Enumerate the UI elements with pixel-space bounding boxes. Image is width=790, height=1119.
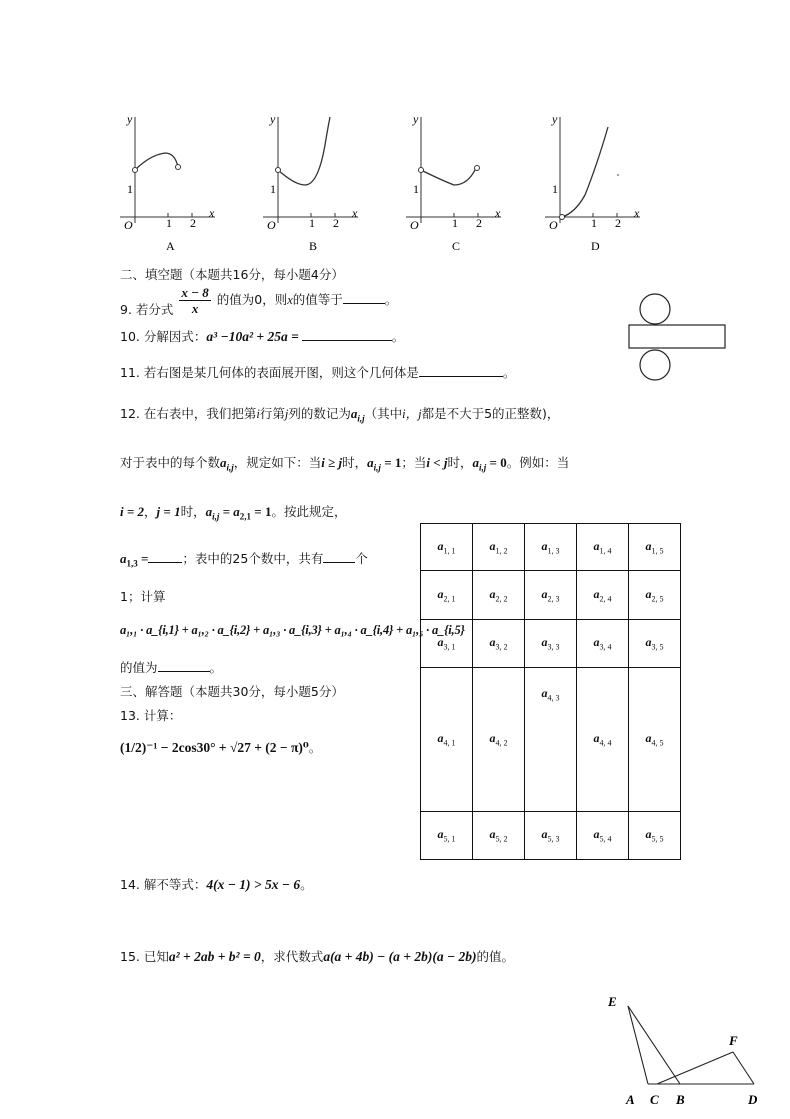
graph-b-yaxis: y [270, 112, 276, 126]
q11-answer-blank[interactable] [419, 364, 503, 377]
table-cell: $a_{3, 4}$ [577, 620, 629, 668]
point-d: D [748, 1092, 758, 1107]
table-cell: $a_{4, 2}$ [473, 668, 525, 812]
q14-expr: 4(x − 1) > 5x − 6 [206, 877, 301, 892]
q9-fraction [179, 285, 210, 316]
q12-l2b: ，规定如下：当 [233, 455, 322, 470]
graph-a-xaxis: x [209, 206, 215, 220]
table-cell: $a_{2, 3}$ [525, 571, 577, 620]
q12-l3a: i = 2 [120, 504, 145, 519]
q12-l2h: i < j [426, 455, 448, 470]
table-cell: $a_{1, 3}$ [525, 524, 577, 571]
question-12-line7 [120, 658, 222, 676]
question-12-line4 [120, 549, 368, 569]
table-cell: $a_{4, 1}$ [421, 668, 473, 812]
q12-l7b: 。 [209, 660, 223, 675]
q12-blank-2[interactable] [323, 550, 355, 563]
q9-prefix: 9. 若分式 [120, 302, 174, 317]
table-cell: $a_{2, 1}$ [421, 571, 473, 620]
q12-l3f: = a [219, 504, 240, 519]
q15-end: 的值。 [476, 949, 515, 964]
graph-c [406, 112, 501, 253]
q12-l1d: （其中 [364, 406, 403, 421]
graph-c-origin: O [410, 218, 419, 232]
graph-b-xaxis: x [352, 206, 358, 220]
graph-b-tick-y: 1 [270, 182, 276, 196]
table-row [421, 812, 681, 860]
graph-d-yaxis: y [552, 112, 558, 126]
q9-denominator: x [191, 301, 199, 316]
graph-d-xaxis: x [634, 206, 640, 220]
graph-c-tick-x1: 1 [452, 216, 458, 230]
q9-var: x [287, 293, 293, 307]
q12-l4d: 个 [355, 551, 368, 566]
matrix-table [420, 523, 681, 860]
table-cell: $a_{3, 2}$ [473, 620, 525, 668]
q12-l3h: 。按此规定， [271, 504, 347, 519]
q12-l1e: i，j [402, 407, 422, 421]
q12-l7a: 的值为 [120, 660, 158, 675]
q14-label: 14. 解不等式： [120, 877, 207, 892]
q12-l3b: ， [144, 504, 157, 519]
q15-expr: a(a + 4b) − (a + 2b)(a − 2b) [323, 949, 477, 964]
q12-l2esub: i,j [373, 462, 381, 473]
q12-l4b: = [137, 551, 149, 566]
graph-a-tick-x1: 1 [166, 216, 172, 230]
q9-answer-blank[interactable] [343, 291, 385, 304]
q10-end: 。 [391, 329, 405, 344]
function-graphs [110, 105, 640, 255]
q12-l1f: 都是不大于5的正整数)， [421, 406, 560, 421]
graph-c-tick-x2: 2 [476, 216, 482, 230]
graph-d-label: D [591, 239, 600, 253]
graph-d-tick-y: 1 [552, 182, 558, 196]
q12-l2sym: a [220, 455, 227, 470]
question-12-line1 [120, 404, 559, 424]
q12-l2e: a [367, 455, 374, 470]
q12-l2f: = 1 [380, 455, 402, 470]
triangle-figure [598, 990, 768, 1115]
q12-l2d: 时， [342, 455, 368, 470]
table-row [421, 620, 681, 668]
graph-a-tick-y: 1 [127, 182, 133, 196]
q14-end: 。 [300, 877, 313, 892]
graph-b-tick-x1: 1 [309, 216, 315, 230]
table-cell: $a_{4, 5}$ [629, 668, 681, 812]
q12-l1i: i [256, 407, 260, 421]
q13-expr: (1/2)⁻¹ − 2cos30° + √27 + (2 − π)⁰ [120, 740, 309, 755]
table-cell: $a_{1, 1}$ [421, 524, 473, 571]
q12-l5: 1；计算 [120, 589, 166, 604]
section-2-title: 二、填空题（本题共16分，每小题4分） [120, 267, 344, 282]
q12-sum-expression: a₁,₁ · a_{i,1} + a₁,₂ · a_{i,2} + a₁,₃ · a_{i,3} + a₁,₄ · a_{i,4} + a₁,₅ · a_{i,5} [120, 623, 465, 637]
question-11 [120, 363, 515, 381]
table-cell: $a_{5, 3}$ [525, 812, 577, 860]
q15-mid: ，求代数式 [260, 949, 324, 964]
point-e: E [608, 994, 617, 1009]
q12-l2jsub: i,j [479, 462, 487, 473]
q12-l2i: 时， [447, 455, 473, 470]
q12-l2c: i ≥ j [321, 455, 343, 470]
q12-blank-1[interactable] [148, 550, 182, 563]
table-row [421, 668, 681, 812]
table-cell: $a_{3, 3}$ [525, 620, 577, 668]
q10-answer-blank[interactable] [302, 328, 392, 341]
cylinder-net-diagram [625, 292, 730, 384]
graph-c-xaxis: x [495, 206, 501, 220]
graph-b-tick-x2: 2 [333, 216, 339, 230]
q13-end: 。 [308, 740, 322, 755]
q12-blank-3[interactable] [158, 659, 210, 672]
table-row [421, 524, 681, 571]
q12-l1j: j [284, 407, 289, 421]
q12-l3c: j = 1 [156, 504, 181, 519]
graph-b-label: B [309, 239, 318, 253]
point-c: C [650, 1092, 659, 1107]
q12-l1a: 12. 在右表中，我们把第 [120, 406, 257, 421]
table-cell: $a_{5, 5}$ [629, 812, 681, 860]
question-14 [120, 875, 313, 893]
graph-c-label: C [452, 239, 461, 253]
table-cell: $a_{4, 4}$ [577, 668, 629, 812]
table-cell: $a_{3, 1}$ [421, 620, 473, 668]
q9-suffix: 的值为0，则 [216, 292, 288, 307]
q12-l4asub: 1,3 [126, 558, 138, 569]
q12-l1c: 列的数记为 [288, 406, 351, 421]
table-cell: $a_{1, 4}$ [577, 524, 629, 571]
graph-a [120, 112, 215, 253]
graph-b-origin: O [267, 218, 276, 232]
table-cell: $a_{3, 5}$ [629, 620, 681, 668]
graph-a-label: A [166, 239, 175, 253]
q12-l2a: 对于表中的每个数 [120, 455, 221, 470]
q12-l3esub: i,j [212, 511, 220, 522]
q15-cond: a² + 2ab + b² = 0 [168, 949, 261, 964]
q10-expr: a³ −10a² + 25a = [206, 329, 299, 344]
graph-d-tick-x1: 1 [591, 216, 597, 230]
graph-d-tick-x2: 2 [615, 216, 621, 230]
q12-l4c: ；表中的25个数中，共有 [182, 551, 324, 566]
question-12-line2 [120, 453, 569, 473]
table-cell: $a_{2, 2}$ [473, 571, 525, 620]
q12-l3d: 时， [180, 504, 206, 519]
q12-l4a: a [120, 551, 127, 566]
table-cell: $a_{2, 5}$ [629, 571, 681, 620]
q12-l1b: 行第 [259, 406, 285, 421]
graph-c-yaxis: y [413, 112, 419, 126]
q12-l1sym: a [350, 406, 358, 421]
graph-a-origin: O [124, 218, 133, 232]
q10-prefix: 10. 分解因式： [120, 329, 207, 344]
table-row [421, 571, 681, 620]
table-cell: $a_{5, 4}$ [577, 812, 629, 860]
graph-d [545, 112, 640, 253]
q13-label: 13. 计算： [120, 708, 182, 723]
question-13-expr [120, 738, 321, 756]
point-b: B [676, 1092, 685, 1107]
table-cell: $a_{4, 3}$ [525, 668, 577, 812]
question-10 [120, 327, 404, 345]
graph-a-tick-x2: 2 [190, 216, 196, 230]
q12-l3fsub: 2,1 [239, 511, 252, 522]
q12-l2j: a [472, 455, 480, 470]
graph-b [263, 112, 358, 253]
q12-l2l: 。例如：当 [506, 455, 570, 470]
q12-l2k: = 0 [486, 455, 507, 470]
section-3-title: 三、解答题（本题共30分，每小题5分） [120, 684, 344, 699]
q9-numerator: x − 8 [181, 285, 209, 300]
q11-text: 11. 若右图是某几何体的表面展开图，则这个几何体是 [120, 365, 419, 380]
point-a: A [626, 1092, 635, 1107]
q12-l1sub: i,j [357, 413, 365, 424]
table-cell: $a_{5, 1}$ [421, 812, 473, 860]
table-cell: $a_{2, 4}$ [577, 571, 629, 620]
graph-a-yaxis: y [127, 112, 133, 126]
q12-l2g: ；当 [401, 455, 427, 470]
q12-l2sub: i,j [226, 462, 234, 473]
q9-tail: 的值等于 [292, 292, 343, 307]
q11-end: 。 [502, 365, 516, 380]
question-9 [120, 285, 397, 321]
table-cell: $a_{1, 5}$ [629, 524, 681, 571]
graph-c-tick-y: 1 [413, 182, 419, 196]
point-f: F [729, 1033, 738, 1048]
q12-l3g: = 1 [251, 504, 272, 519]
table-cell: $a_{1, 2}$ [473, 524, 525, 571]
q9-end: 。 [384, 292, 398, 307]
question-15 [120, 947, 514, 965]
q12-l3e: a [205, 504, 213, 519]
graph-d-origin: O [549, 218, 558, 232]
q15-label: 15. 已知 [120, 949, 169, 964]
table-cell: $a_{5, 2}$ [473, 812, 525, 860]
question-12-line3 [120, 502, 346, 522]
